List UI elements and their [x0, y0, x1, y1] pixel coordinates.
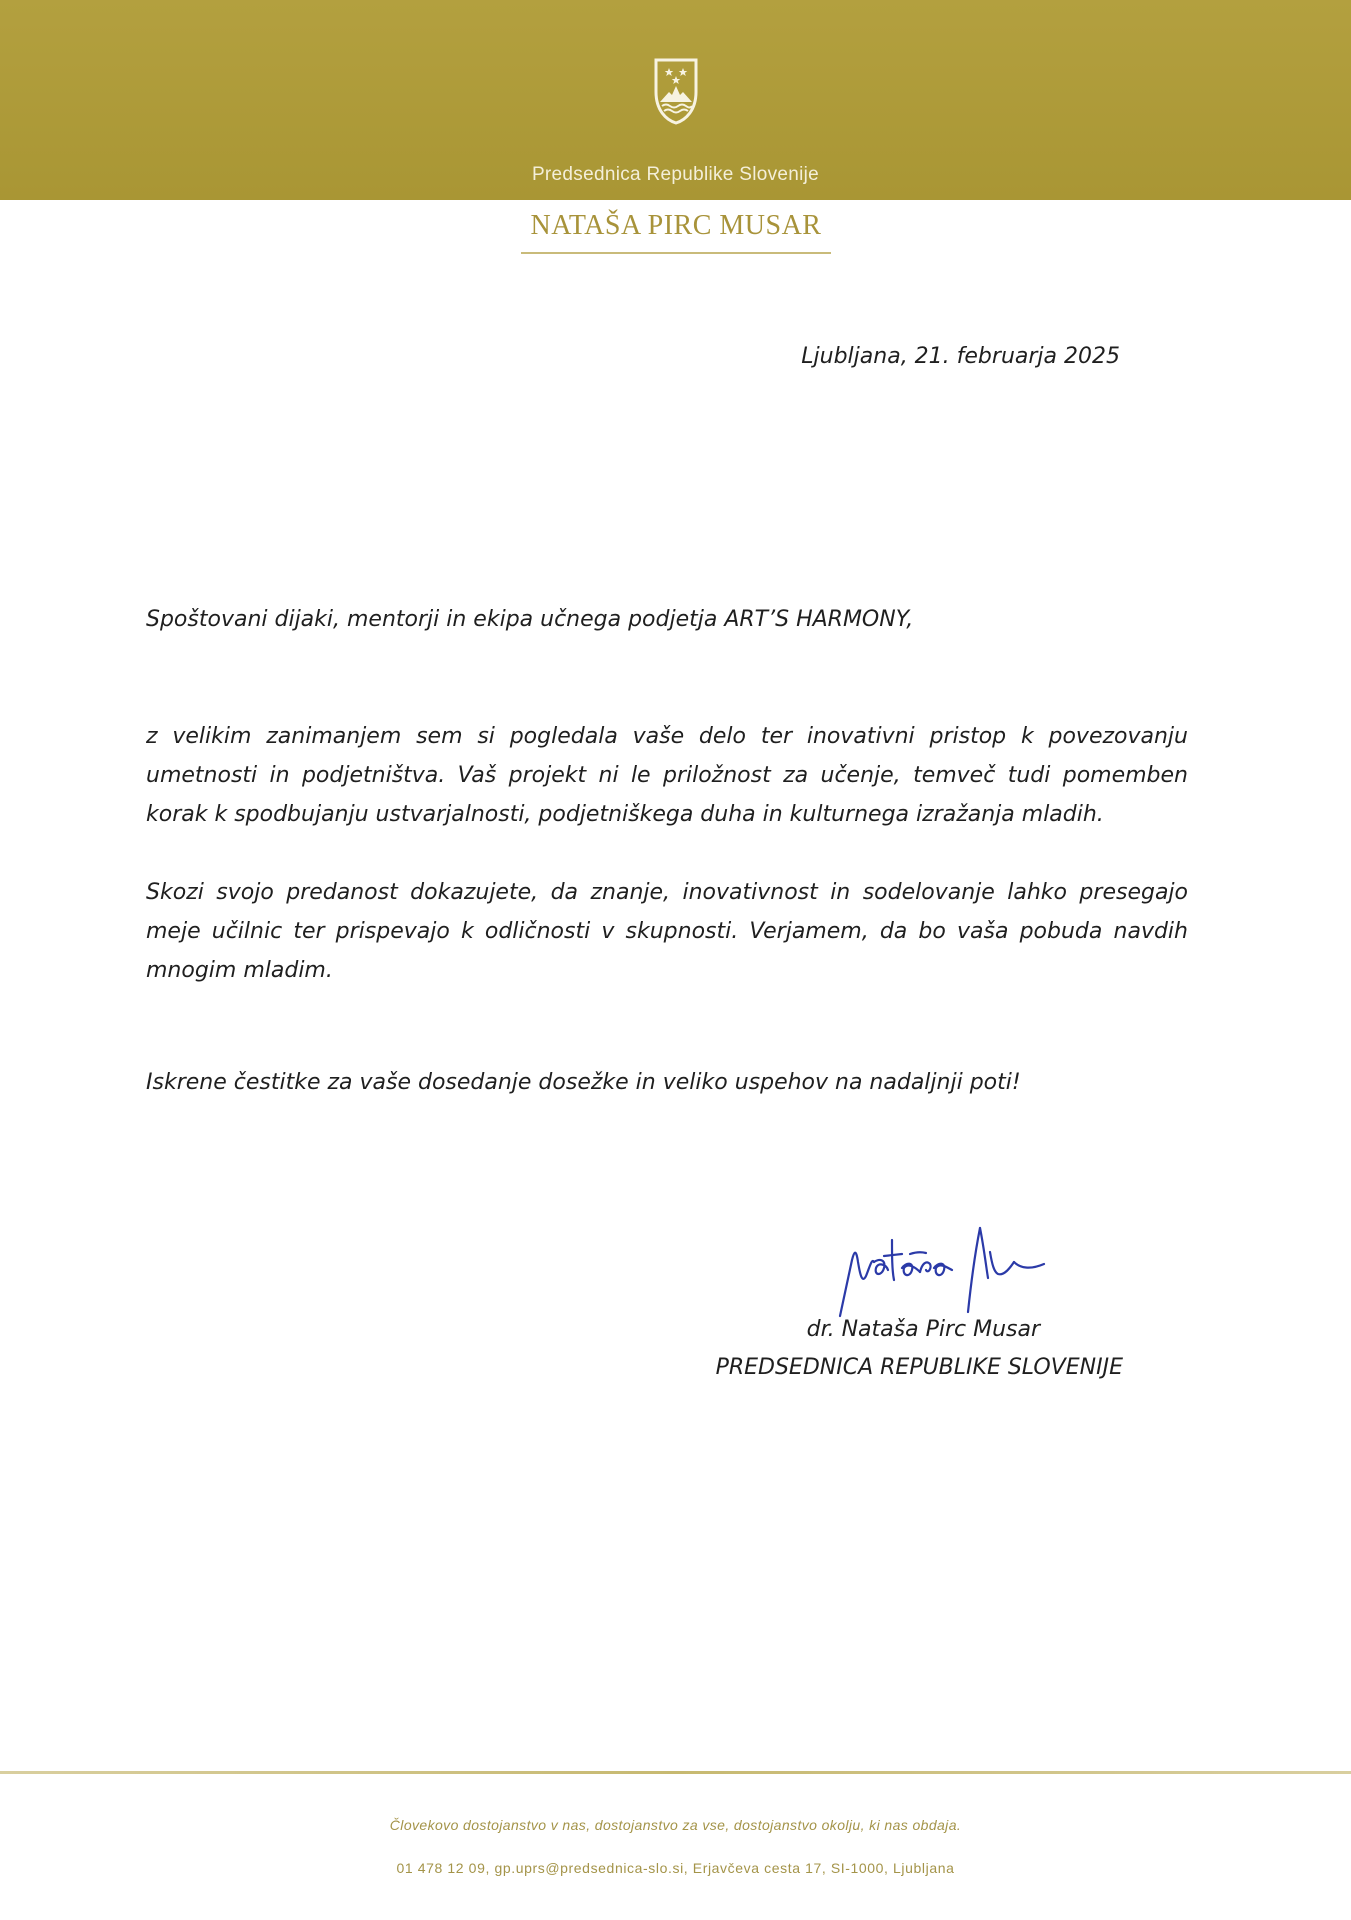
- handwritten-signature-icon: [830, 1218, 1080, 1328]
- footer-contact: 01 478 12 09, gp.uprs@predsednica-slo.si, Erjavčeva cesta 17, SI-1000, Ljubljana: [396, 1860, 955, 1876]
- letter-date: Ljubljana, 21. februarja 2025: [801, 344, 1120, 369]
- letterhead-band: [0, 0, 1351, 200]
- footer-divider: [0, 1771, 1351, 1774]
- letter-salutation: Spoštovani dijaki, mentorji in ekipa učnega podjetja ART’S HARMONY,: [146, 607, 914, 632]
- name-underline: [521, 252, 831, 254]
- signer-title: PREDSEDNICA REPUBLIKE SLOVENIJE: [715, 1355, 1123, 1380]
- signer-name: dr. Nataša Pirc Musar: [806, 1317, 1040, 1342]
- slovenia-coat-of-arms-icon: [652, 56, 700, 126]
- letter-paragraph: z velikim zanimanjem sem si pogledala vaše delo ter inovativni pristop k povezovanju umetnosti in podjetništva. Vaš projekt ni le priložnost za učenje, temveč tudi pomemben korak k spodbujanju ustvarjalnosti, podjetniškega duha in kulturnega izražanja mladih.: [146, 724, 1188, 827]
- footer-motto: Človekovo dostojanstvo v nas, dostojanstvo za vse, dostojanstvo okolju, ki nas obdaja.: [389, 1817, 962, 1833]
- office-title: Predsednica Republike Slovenije: [531, 164, 820, 185]
- letter-paragraph: Skozi svojo predanost dokazujete, da znanje, inovativnost in sodelovanje lahko presegajo meje učilnic ter prispevajo k odličnosti v skupnosti. Verjamem, da bo vaša pobuda navdih mnogim mladim.: [146, 880, 1188, 983]
- president-name: NATAŠA PIRC MUSAR: [530, 210, 822, 241]
- letter-closing: Iskrene čestitke za vaše dosedanje dosežke in veliko uspehov na nadaljnji poti!: [146, 1070, 1021, 1095]
